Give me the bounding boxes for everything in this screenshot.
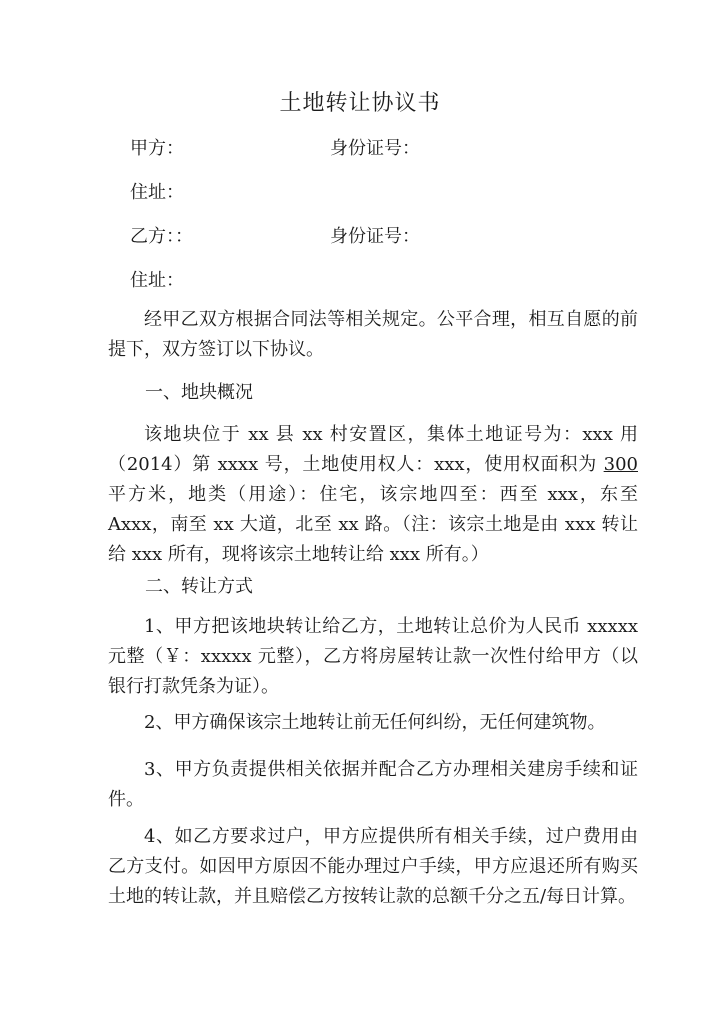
clause-3: 3、甲方负责提供相关依据并配合乙方办理相关建房手续和证件。 [108, 759, 638, 810]
section1-text-part1: 该地块位于 xx 县 xx 村安置区，集体土地证号为：xxx 用（2014）第 xxxx 号，土地使用权人：xxx，使用权面积为 [108, 424, 638, 475]
party-a-id-label: 身份证号： [330, 138, 420, 159]
party-a-address-label: 住址： [130, 182, 184, 203]
section1-area-value: 300 [603, 454, 638, 475]
clause-4: 4、如乙方要求过户，甲方应提供所有相关手续，过户费用由乙方支付。如因甲方原因不能办理过户手续，甲方应退还所有购买土地的转让款，并且赔偿乙方按转让款的总额千分之五/每日计算。 [108, 826, 638, 907]
section1-heading: 一、地块概况 [145, 382, 253, 403]
intro-paragraph: 经甲乙双方根据合同法等相关规定。公平合理，相互自愿的前提下，双方签订以下协议。 [108, 309, 638, 360]
party-a-label: 甲方： [130, 138, 184, 159]
party-b-id-label: 身份证号： [330, 226, 420, 247]
party-b-address-label: 住址： [130, 270, 184, 291]
document-title: 土地转让协议书 [279, 91, 441, 116]
party-b-label: 乙方：： [130, 226, 193, 247]
section2-heading: 二、转让方式 [145, 576, 253, 597]
section1-paragraph [108, 420, 638, 570]
clause-1: 1、甲方把该地块转让给乙方，土地转让总价为人民币 xxxxx 元整（￥：xxxxx 元整），乙方将房屋转让款一次性付给甲方（以银行打款凭条为证）。 [108, 616, 638, 697]
section1-text-part2: 平方米，地类（用途）：住宅，该宗地四至：西至 xxx，东至 Axxx，南至 xx 大道，北至 xx 路。（注：该宗土地是由 xxx 转让给 xxx 所有，现将该宗土地转让给 xxx 所有。） [108, 484, 638, 565]
clause-2: 2、甲方确保该宗土地转让前无任何纠纷，无任何建筑物。 [144, 712, 606, 733]
